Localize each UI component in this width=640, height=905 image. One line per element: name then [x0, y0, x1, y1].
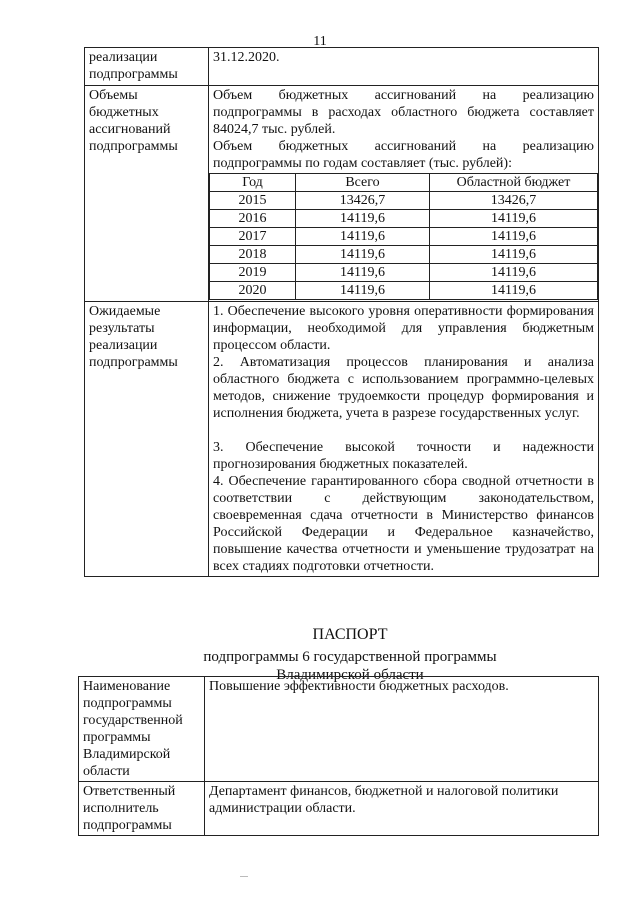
row-label: Наименование подпрограммы государственной программы Владимирской области — [79, 677, 205, 782]
result-item: 3. Обеспечение высокой точности и надежности прогнозирования бюджетных показателей. — [213, 440, 594, 472]
budget-by-year-table — [209, 173, 598, 300]
year-cell: 2020 — [210, 282, 296, 300]
year-cell: 2017 — [210, 228, 296, 246]
regional-budget-cell: 14119,6 — [430, 246, 598, 264]
table-row — [210, 192, 598, 210]
table-row — [210, 210, 598, 228]
row-label: Ожидаемые результаты реализации подпрограммы — [85, 302, 209, 577]
table-row — [79, 677, 599, 782]
row-value: 31.12.2020. — [209, 48, 599, 86]
years-header-row — [210, 174, 598, 192]
year-cell: 2015 — [210, 192, 296, 210]
passport-subtitle: подпрограммы 6 государственной программы — [203, 649, 497, 665]
total-cell: 14119,6 — [296, 282, 430, 300]
year-cell: 2018 — [210, 246, 296, 264]
budget-by-year-text: Объем бюджетных ассигнований на реализацию подпрограммы по годам составляет (тыс. рублей): — [213, 139, 594, 171]
year-cell: 2016 — [210, 210, 296, 228]
passport-subtitle: Владимирской области — [276, 667, 424, 683]
passport-title: ПАСПОРТ — [312, 626, 388, 643]
regional-budget-cell: 14119,6 — [430, 282, 598, 300]
year-cell: 2019 — [210, 264, 296, 282]
result-item: 2. Автоматизация процессов планирования и анализа областного бюджета с использованием программно-целевых методов, снижение трудоемкости процедур формирования и исполнения бюджета, учета в разрезе государственных услуг. — [213, 355, 594, 421]
table-row — [210, 264, 598, 282]
column-header: Год — [210, 174, 296, 192]
row-label: Ответственный исполнитель подпрограммы — [79, 782, 205, 836]
total-cell: 14119,6 — [296, 246, 430, 264]
page-number: 11 — [313, 34, 327, 49]
subprogram-6-passport-table — [78, 676, 599, 836]
table-row — [210, 246, 598, 264]
column-header: Всего — [296, 174, 430, 192]
row-value: Повышение эффективности бюджетных расходов. — [205, 677, 599, 782]
row-value: Департамент финансов, бюджетной и налоговой политики администрации области. — [205, 782, 599, 836]
row-label: Объемы бюджетных ассигнований подпрограммы — [85, 86, 209, 302]
total-cell: 13426,7 — [296, 192, 430, 210]
regional-budget-cell: 14119,6 — [430, 228, 598, 246]
total-cell: 14119,6 — [296, 210, 430, 228]
scan-mark — [240, 876, 248, 877]
result-item: 1. Обеспечение высокого уровня оперативности формирования информации, необходимой для управления бюджетным процессом области. — [213, 304, 594, 353]
regional-budget-cell: 13426,7 — [430, 192, 598, 210]
column-header: Областной бюджет — [430, 174, 598, 192]
expected-results-cell — [209, 302, 599, 577]
regional-budget-cell: 14119,6 — [430, 210, 598, 228]
table-row — [210, 228, 598, 246]
budget-total-text: Объем бюджетных ассигнований на реализацию подпрограммы в расходах областного бюджета составляет 84024,7 тыс. рублей. — [213, 88, 594, 137]
regional-budget-cell: 14119,6 — [430, 264, 598, 282]
table-row — [85, 86, 599, 302]
row-label: реализации подпрограммы — [85, 48, 209, 86]
result-item: 4. Обеспечение гарантированного сбора сводной отчетности в соответствии с действующим законодательством, своевременная сдача отчетности в Министерство финансов Российской Федерации и Федеральное казначейство, повышение качества отчетности и уменьшение трудозатрат на всех стадиях подготовки отчетности. — [213, 474, 594, 574]
table-row — [210, 282, 598, 300]
table-row — [79, 782, 599, 836]
total-cell: 14119,6 — [296, 228, 430, 246]
table-row — [85, 302, 599, 577]
subprogram-passport-table-continued — [84, 47, 599, 577]
budget-cell — [209, 86, 599, 302]
table-row — [85, 48, 599, 86]
total-cell: 14119,6 — [296, 264, 430, 282]
